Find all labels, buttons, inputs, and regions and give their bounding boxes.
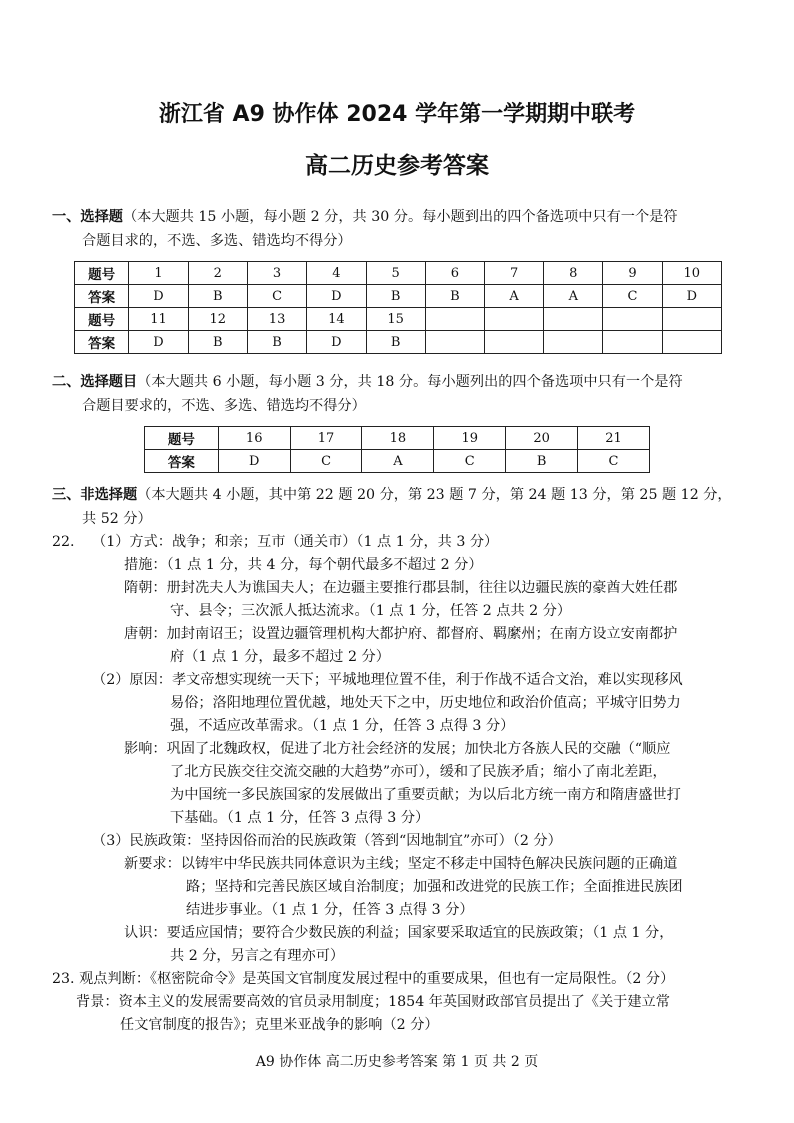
header-cell: 答案 xyxy=(75,331,129,354)
question-cell: 14 xyxy=(307,308,366,331)
section2-heading: 二、选择题目 xyxy=(52,374,138,390)
answer-table-1 xyxy=(74,261,722,354)
answer-cell: A xyxy=(544,285,603,308)
table-row xyxy=(145,427,650,450)
question-cell: 3 xyxy=(247,262,306,285)
section1-desc: （本大题共 15 小题，每小题 2 分，共 30 分。每小题到出的四个备选项中只有一个是符 xyxy=(122,209,678,225)
question-cell: 10 xyxy=(662,262,721,285)
q22-tang-cont: 府（1 点 1 分，最多不超过 2 分） xyxy=(170,649,390,665)
answer-cell: D xyxy=(129,331,188,354)
empty-cell xyxy=(544,331,603,354)
answer-table-2 xyxy=(144,426,650,473)
header-cell: 题号 xyxy=(145,427,219,450)
header-cell: 答案 xyxy=(75,285,129,308)
q22-sui: 隋朝：册封冼夫人为谯国夫人；在边疆主要推行郡县制，往往以边疆民族的豪酋大姓任郡 xyxy=(124,580,678,596)
section1-intro xyxy=(52,206,678,228)
q22-part2-reason: （2）原因：孝文帝想实现统一天下；平城地理位置不佳，利于作战不适合文治，难以实现移风 xyxy=(92,672,683,688)
section1-desc-2: 合题目求的，不选、多选、错选均不得分） xyxy=(82,233,352,249)
section2-intro xyxy=(52,371,683,393)
question-cell: 13 xyxy=(247,308,306,331)
q22-understanding-cont: 共 2 分，另言之有理亦可） xyxy=(170,948,345,964)
q22-impact: 影响：巩固了北魏政权，促进了北方社会经济的发展；加快北方各族人民的交融（“顺应 xyxy=(124,741,671,757)
q23-viewpoint: 23. 观点判断：《枢密院命令》是英国文官制度发展过程中的重要成果，但也有一定局限性。（2 分） xyxy=(52,971,675,987)
question-cell: 9 xyxy=(603,262,662,285)
document-subtitle: 高二历史参考答案 xyxy=(305,153,489,179)
answer-cell: B xyxy=(188,285,247,308)
answer-cell: A xyxy=(485,285,544,308)
q22-reason-cont2: 强，不适应改革需求。（1 点 1 分，任答 3 点得 3 分） xyxy=(170,718,515,734)
question-cell: 20 xyxy=(506,427,578,450)
header-cell: 答案 xyxy=(145,450,219,473)
question-cell: 19 xyxy=(434,427,506,450)
q22-understanding: 认识：要适应国情；要符合少数民族的利益；国家要采取适宜的民族政策；（1 点 1 分， xyxy=(124,925,674,941)
question-cell: 16 xyxy=(218,427,290,450)
question-cell: 7 xyxy=(485,262,544,285)
answer-cell: C xyxy=(290,450,362,473)
question-cell: 6 xyxy=(425,262,484,285)
answer-cell: B xyxy=(366,285,425,308)
empty-cell xyxy=(485,331,544,354)
answer-cell: B xyxy=(425,285,484,308)
question-cell: 8 xyxy=(544,262,603,285)
empty-cell xyxy=(603,308,662,331)
table-row xyxy=(75,308,722,331)
question-cell: 17 xyxy=(290,427,362,450)
question-cell: 12 xyxy=(188,308,247,331)
q22-reason-cont1: 易俗；洛阳地理位置优越，地处天下之中，历史地位和政治价值高；平城守旧势力 xyxy=(170,695,681,711)
answer-cell: D xyxy=(307,331,366,354)
answer-cell: D xyxy=(218,450,290,473)
empty-cell xyxy=(544,308,603,331)
q22-new-req-cont1: 路；坚持和完善民族区域自治制度；加强和改进党的民族工作；全面推进民族团 xyxy=(186,879,683,895)
question-cell: 18 xyxy=(362,427,434,450)
answer-cell: A xyxy=(362,450,434,473)
q23-background: 背景：资本主义的发展需要高效的官员录用制度；1854 年英国财政部官员提出了《关于建立常 xyxy=(76,994,670,1010)
q22-part1-methods: （1）方式：战争；和亲；互市（通关市）（1 点 1 分，共 3 分） xyxy=(92,534,499,550)
answer-cell: C xyxy=(434,450,506,473)
section3-heading: 三、非选择题 xyxy=(52,487,138,503)
document-title: 浙江省 A9 协作体 2024 学年第一学期期中联考 xyxy=(158,102,636,127)
question-cell: 4 xyxy=(307,262,366,285)
answer-cell: C xyxy=(603,285,662,308)
question-cell: 1 xyxy=(129,262,188,285)
answer-cell: B xyxy=(247,331,306,354)
empty-cell xyxy=(603,331,662,354)
q22-impact-cont2: 为中国统一多民族国家的发展做出了重要贡献；为以后北方统一南方和隋唐盛世打 xyxy=(170,787,681,803)
q23-background-cont: 任文官制度的报告》；克里米亚战争的影响（2 分） xyxy=(120,1017,439,1033)
section3-desc-2: 共 52 分） xyxy=(82,511,152,527)
question-cell: 5 xyxy=(366,262,425,285)
q22-new-req-cont2: 结进步事业。（1 点 1 分，任答 3 点得 3 分） xyxy=(186,902,474,918)
table-row xyxy=(75,331,722,354)
empty-cell xyxy=(425,331,484,354)
q22-measures: 措施：（1 点 1 分，共 4 分，每个朝代最多不超过 2 分） xyxy=(124,557,483,573)
empty-cell xyxy=(485,308,544,331)
empty-cell xyxy=(425,308,484,331)
section2-desc-2: 合题目要求的，不选、多选、错选均不得分） xyxy=(82,398,366,414)
q22-tang: 唐朝：加封南诏王；设置边疆管理机构大都护府、都督府、羁縻州；在南方设立安南都护 xyxy=(124,626,678,642)
question-cell: 21 xyxy=(578,427,650,450)
table-row xyxy=(145,450,650,473)
q22-number: 22. xyxy=(52,534,75,550)
answer-cell: D xyxy=(662,285,721,308)
empty-cell xyxy=(662,308,721,331)
answer-cell: C xyxy=(247,285,306,308)
question-cell: 15 xyxy=(366,308,425,331)
header-cell: 题号 xyxy=(75,308,129,331)
empty-cell xyxy=(662,331,721,354)
question-cell: 11 xyxy=(129,308,188,331)
answer-cell: C xyxy=(578,450,650,473)
answer-cell: D xyxy=(129,285,188,308)
section2-desc: （本大题共 6 小题，每小题 3 分，共 18 分。每小题列出的四个备选项中只有一个是符 xyxy=(137,374,683,390)
q22-impact-cont3: 下基础。（1 点 1 分，任答 3 点得 3 分） xyxy=(170,810,430,826)
q22-impact-cont1: 了北方民族交往交流交融的大趋势”亦可），缓和了民族矛盾；缩小了南北差距， xyxy=(170,764,667,780)
q22-new-requirements: 新要求：以铸牢中华民族共同体意识为主线；坚定不移走中国特色解决民族问题的正确道 xyxy=(124,856,678,872)
section3-desc: （本大题共 4 小题，其中第 22 题 20 分，第 23 题 7 分，第 24 题 13 分，第 25 题 12 分， xyxy=(137,487,732,503)
section1-heading: 一、选择题 xyxy=(52,209,123,225)
q22-sui-cont: 守、县令；三次派人抵达流求。（1 点 1 分，任答 2 点共 2 分） xyxy=(170,603,572,619)
question-cell: 2 xyxy=(188,262,247,285)
answer-cell: D xyxy=(307,285,366,308)
answer-cell: B xyxy=(366,331,425,354)
answer-cell: B xyxy=(188,331,247,354)
table-row xyxy=(75,262,722,285)
q22-part3-policy: （3）民族政策：坚持因俗而治的民族政策（答到“因地制宜”亦可）（2 分） xyxy=(92,833,562,849)
header-cell: 题号 xyxy=(75,262,129,285)
table-row xyxy=(75,285,722,308)
answer-cell: B xyxy=(506,450,578,473)
section3-intro xyxy=(52,484,732,506)
page-footer: A9 协作体 高二历史参考答案 第 1 页 共 2 页 xyxy=(255,1054,539,1070)
